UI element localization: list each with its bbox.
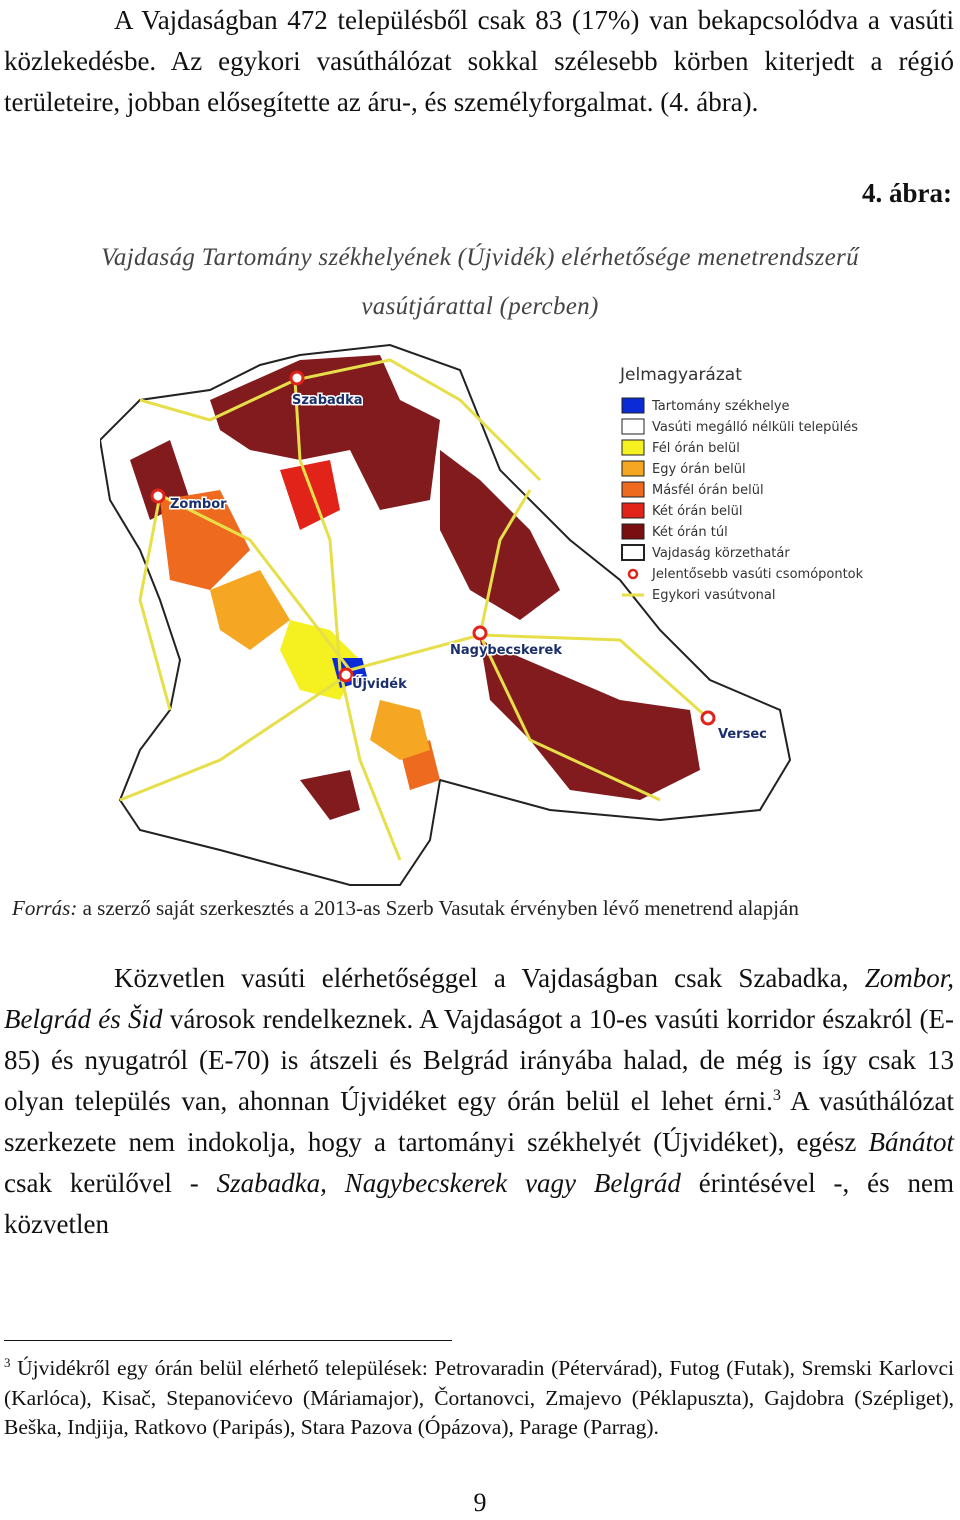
city-label-ujvidek: Újvidék [352,677,407,692]
legend-swatch [622,398,644,413]
figure-source [12,896,799,921]
vojvodina-railway-map [100,340,960,900]
map-svg [100,340,960,900]
legend-label: Jelentősebb vasúti csomópontok [652,567,864,582]
legend-label: Másfél órán belül [652,483,764,498]
figure-caption-line2: vasútjárattal (percben) [361,293,599,320]
legend-swatch [622,419,644,434]
body-italic-routes: Szabadka, Nagybecskerek vagy Belgrád [216,1168,681,1198]
city-label-versec: Versec [718,727,767,742]
footnote-text: Újvidékről egy órán belül elérhető települések: Petrovaradin (Pétervárad), Futog (Futak), Sremski Karlovci (Karlóca), Kisač, Stepanovićevo (Máriamajor), Čortanovci, Zmajevo (Péklapuszta), Gajdobra (Szépliget), Beška, Indjija, Ratkovo (Paripás), Stara Pazova (Ópázova), Parage (Parrag). [4,1356,954,1439]
footnote-number: 3 [4,1355,11,1370]
legend-label: Tartomány székhelye [652,399,790,414]
source-text: a szerző saját szerkesztés a 2013-as Szerb Vasutak érvényben lévő menetrend alapján [77,896,799,920]
footnote-divider [4,1340,452,1341]
body-text-2: városok rendelkeznek. A Vajdaságot a 10-es vasúti korridor északról (E-85) és nyugatról (E-70) is átszeli és Belgrád irányába halad, de még is így csak 13 olyan település van, ahonnan Újvidéket egy órán belül el lehet érni. [4,1004,954,1116]
city-label-nagybecskerek: Nagybecskerek [450,643,562,658]
footnote [4,1354,954,1443]
legend-title: Jelmagyarázat [620,365,742,385]
body-paragraph [4,958,954,1245]
legend-label: Fél órán belül [652,441,740,456]
body-text-4: csak kerülővel - [4,1168,217,1198]
legend-label: Vasúti megálló nélküli település [652,420,859,435]
legend-swatch [622,524,644,539]
legend-swatch [629,570,637,578]
legend-label: Egykori vasútvonal [652,588,776,603]
legend-label: Két órán belül [652,504,743,519]
legend-swatch [622,482,644,497]
body-italic-banat: Bánátot [868,1127,954,1157]
legend-swatch [622,440,644,455]
legend-label: Egy órán belül [652,462,746,477]
figure-caption-line1: Vajdaság Tartomány székhelyének (Újvidék) elérhetősége menetrendszerű [101,244,859,271]
legend-swatch [622,545,644,560]
city-label-zombor: Zombor [170,497,227,512]
body-text-3: A vasúthálózat szerkezete nem indokolja, hogy a tartományi székhelyét (Újvidéket), egész [4,1086,954,1157]
legend-swatch [622,503,644,518]
map-legend [619,365,864,603]
city-label-szabadka: Szabadka [292,393,363,408]
figure-label: 4. ábra: [862,178,952,208]
page-number: 9 [473,1488,487,1517]
body-text-1: Közvetlen vasúti elérhetőséggel a Vajdaságban csak Szabadka, [114,963,849,993]
source-label: Forrás: [12,896,78,920]
body-text-5: érintésével -, és nem közvetlen [4,1168,955,1239]
legend-label: Két órán túl [652,525,728,540]
legend-swatch [622,461,644,476]
legend-label: Vajdaság körzethatár [652,546,790,561]
body-italic-cities: Zombor, Belgrád és Šid [4,963,955,1034]
intro-paragraph: A Vajdaságban 472 településből csak 83 (17%) van bekapcsolódva a vasúti közlekedésbe. Az egykori vasúthálózat sokkal szélesebb körben kiterjedt a régió területeire, jobban elősegítette az áru-, és személyforgalmat. (4. ábra). [4,5,954,117]
footnote-reference[interactable]: 3 [772,1086,781,1104]
